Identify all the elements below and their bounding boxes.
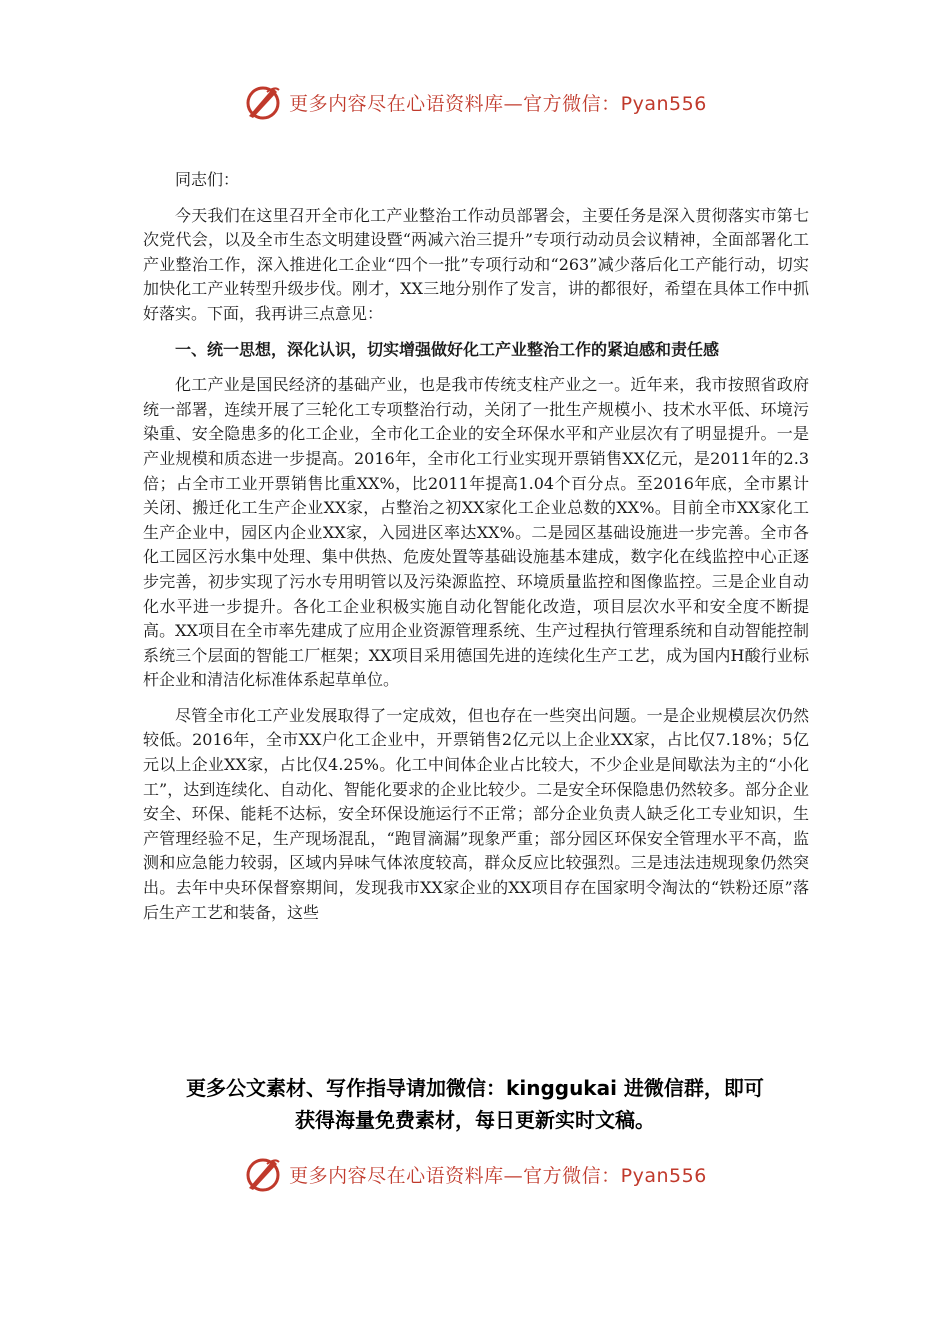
paragraph-achievements: 化工产业是国民经济的基础产业，也是我市传统支柱产业之一。近年来，我市按照省政府统一部署，连续开展了三轮化工专项整治行动，关闭了一批生产规模小、技术水平低、环境污染重、安全隐患多的化工企业，全市化工企业的安全环保水平和产业层次有了明显提升。一是产业规模和质态进一步提高。2016年，全市化工行业实现开票销售XX亿元，是2011年的2.3倍；占全市工业开票销售比重XX%，比2011年提高1.04个百分点。至2016年底，全市累计关闭、搬迁化工生产企业XX家，占整治之初XX家化工企业总数的XX%。目前全市XX家化工生产企业中，园区内企业XX家，入园进区率达XX%。二是园区基础设施进一步完善。全市各化工园区污水集中处理、集中供热、危废处置等基础设施基本建成，数字化在线监控中心正逐步完善，初步实现了污水专用明管以及污染源监控、环境质量监控和图像监控。三是企业自动化水平进一步提升。各化工企业积极实施自动化智能化改造，项目层次水平和安全度不断提高。XX项目在全市率先建成了应用企业资源管理系统、生产过程执行管理系统和自动智能控制系统三个层面的智能工厂框架；XX项目采用德国先进的连续化生产工艺，成为国内H酸行业标杆企业和清洁化标准体系起草单位。 — [143, 375, 809, 690]
section-heading: 一、统一思想，深化认识，切实增强做好化工产业整治工作的紧迫感和责任感 — [175, 339, 720, 359]
header-banner — [0, 80, 950, 124]
footer-banner — [0, 1152, 950, 1196]
salutation: 同志们： — [175, 170, 240, 189]
banner-text: 更多内容尽在心语资料库—官方微信：Pyan556 — [289, 1164, 707, 1187]
promo-line-1: 更多公文素材、写作指导请加微信：kinggukai 进微信群，即可 — [186, 1076, 764, 1100]
pen-logo-icon — [243, 82, 283, 122]
paragraph-intro: 今天我们在这里召开全市化工产业整治工作动员部署会，主要任务是深入贯彻落实市第七次党代会，以及全市生态文明建设暨“两减六治三提升”专项行动动员会议精神，全面部署化工产业整治工作，深入推进化工企业“四个一批”专项行动和“263”减少落后化工产能行动，切实加快化工产业转型升级步伐。刚才，XX三地分别作了发言，讲的都很好，希望在具体工作中抓好落实。下面，我再讲三点意见： — [143, 205, 809, 323]
paragraph-problems: 尽管全市化工产业发展取得了一定成效，但也存在一些突出问题。一是企业规模层次仍然较低。2016年，全市XX户化工企业中，开票销售2亿元以上企业XX家，占比仅7.18%；5亿元以上企业XX家，占比仅4.25%。化工中间体企业占比较大，不少企业是间歇法为主的“小化工”，达到连续化、自动化、智能化要求的企业比较少。二是安全环保隐患仍然较多。部分企业安全、环保、能耗不达标，安全环保设施运行不正常；部分企业负责人缺乏化工专业知识，生产管理经验不足，生产现场混乱，“跑冒滴漏”现象严重；部分园区环保安全管理水平不高，监测和应急能力较弱，区域内异味气体浓度较高，群众反应比较强烈。三是违法违规现象仍然突出。去年中央环保督察期间，发现我市XX家企业的XX项目存在国家明令淘汰的“铁粉还原”落后生产工艺和装备，这些 — [143, 705, 809, 922]
pen-logo-icon — [243, 1154, 283, 1194]
promo-text — [0, 1072, 950, 1136]
document-body — [143, 168, 809, 922]
banner-text: 更多内容尽在心语资料库—官方微信：Pyan556 — [289, 92, 707, 115]
promo-line-2: 获得海量免费素材，每日更新实时文稿。 — [295, 1108, 655, 1132]
